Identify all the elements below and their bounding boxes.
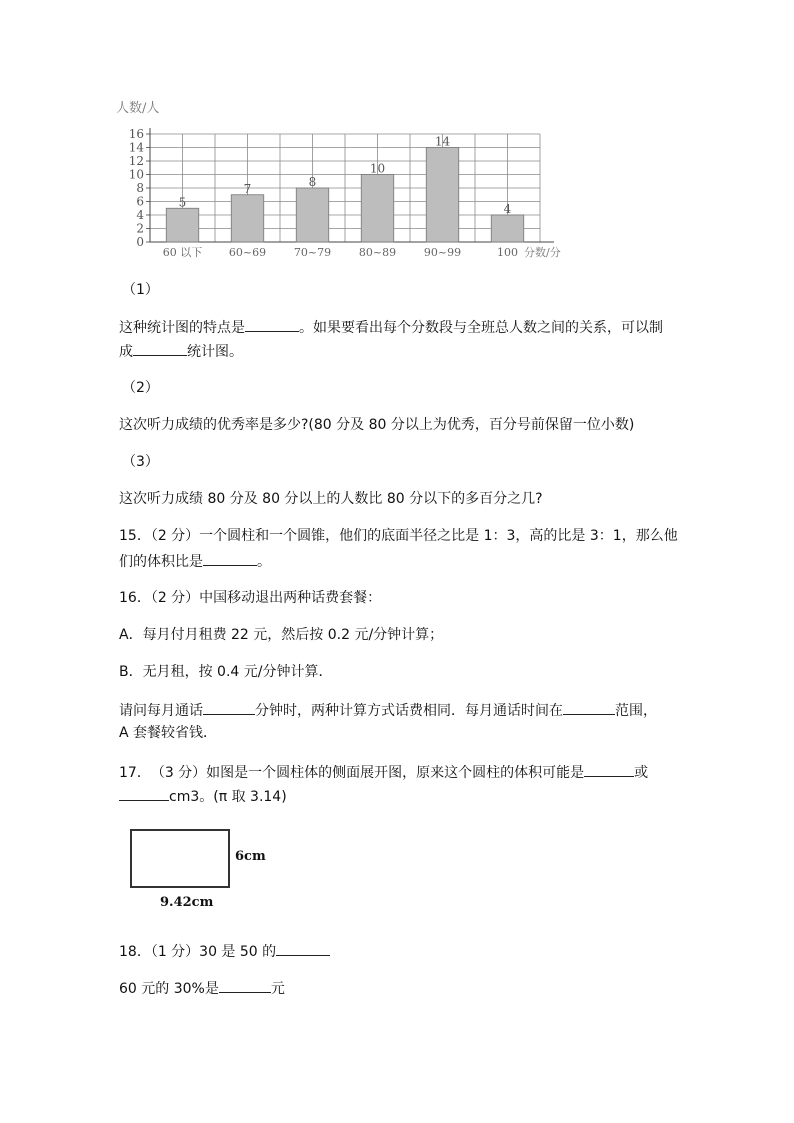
q16-line1: 16．（2 分）中国移动退出两种话费套餐： <box>119 590 382 606</box>
q16-text-c: 范围， <box>615 703 657 719</box>
y-tick-label: 14 <box>128 140 144 155</box>
q14-sub2-label: （2） <box>122 380 159 396</box>
chart-grid <box>150 134 540 242</box>
q18-text-c: 元 <box>270 981 285 997</box>
q14-sub1-text-a: 这种统计图的特点是 <box>119 320 245 336</box>
q14-sub1-line2 <box>119 341 243 361</box>
y-tick-label: 12 <box>128 154 144 168</box>
q15-text-a: 们的体积比是 <box>119 554 203 570</box>
bar-value-label: 8 <box>308 175 317 189</box>
q14-sub1-text-b: 。如果要看出每个分数段与全班总人数之间的关系，可以制 <box>299 320 663 336</box>
q14-sub1-text-d: 统计图。 <box>187 344 243 360</box>
answer-blank[interactable] <box>219 978 271 993</box>
x-tick-label: 60~69 <box>228 246 267 259</box>
q16-option-a: A．每月付月租费 22 元，然后按 0.2 元/分钟计算； <box>119 627 444 643</box>
q14-sub3-label: （3） <box>122 454 159 470</box>
answer-blank[interactable] <box>245 317 299 332</box>
x-axis-title: 分数/分 <box>524 246 561 259</box>
bar-6 <box>491 215 524 242</box>
q14-sub2-text: 这次听力成绩的优秀率是多少?(80 分及 80 分以上为优秀，百分号前保留一位小数) <box>119 417 635 433</box>
score-bar-chart <box>112 90 582 262</box>
x-tick-label: 80~89 <box>358 246 397 259</box>
q17-line1 <box>119 762 648 782</box>
figure-height-label: 6cm <box>235 849 266 864</box>
q17-text-b: 或 <box>634 765 649 781</box>
y-tick-label: 8 <box>136 181 144 195</box>
y-tick-label: 10 <box>128 167 144 182</box>
answer-blank[interactable] <box>203 551 257 566</box>
bar-2 <box>231 195 264 242</box>
bar-value-label: 10 <box>369 161 386 176</box>
q14-sub1-label: （1） <box>122 282 159 298</box>
bar-3 <box>296 188 329 242</box>
y-tick-label: 2 <box>136 221 144 236</box>
q15-text-b: 。 <box>257 554 271 570</box>
q17-line2 <box>119 786 287 806</box>
answer-blank[interactable] <box>133 341 187 356</box>
answer-blank[interactable] <box>563 700 615 715</box>
q14-sub3-text: 这次听力成绩 80 分及 80 分以上的人数比 80 分以下的多百分之几? <box>119 491 543 507</box>
x-tick-label: 90~99 <box>423 246 462 259</box>
answer-blank[interactable] <box>584 762 634 777</box>
bar-value-label: 14 <box>434 134 451 149</box>
y-tick-label: 6 <box>136 194 144 209</box>
answer-blank[interactable] <box>276 941 330 956</box>
q16-text-a: 请问每月通话 <box>119 703 203 719</box>
cylinder-net-rectangle <box>130 829 230 888</box>
q16-option-b: B．无月租，按 0.4 元/分钟计算． <box>119 664 333 680</box>
answer-blank[interactable] <box>203 700 255 715</box>
q15-line2 <box>119 551 271 571</box>
figure-width-label: 9.42cm <box>160 895 214 910</box>
q18-text-b: 60 元的 30%是 <box>119 981 219 997</box>
q16-line4 <box>119 700 657 720</box>
x-tick-label: 70~79 <box>293 246 332 259</box>
bar-value-label: 4 <box>503 202 512 216</box>
q18-text-a: 18．（1 分）30 是 50 的 <box>119 944 277 960</box>
y-tick-label: 0 <box>136 235 144 249</box>
q16-line5: A 套餐较省钱． <box>119 725 218 741</box>
q17-text-a: 17． （3 分）如图是一个圆柱体的侧面展开图，原来这个圆柱的体积可能是 <box>119 765 585 781</box>
y-tick-label: 16 <box>128 127 144 141</box>
bar-value-label: 5 <box>178 195 187 210</box>
q14-sub1-text-c: 成 <box>119 344 133 360</box>
y-axis-title: 人数/人 <box>116 101 160 116</box>
x-tick-label: 100 <box>497 246 518 259</box>
bar-value-label: 7 <box>243 181 252 196</box>
q18-line2 <box>119 978 285 998</box>
bar-5 <box>426 148 459 243</box>
answer-blank[interactable] <box>119 786 169 801</box>
q18-line1 <box>119 941 330 961</box>
q16-text-b: 分钟时，两种计算方式话费相同．每月通话时间在 <box>255 703 563 719</box>
y-tick-label: 4 <box>136 208 144 222</box>
bar-1 <box>166 208 199 242</box>
bar-4 <box>361 175 394 243</box>
x-tick-label: 60 以下 <box>162 246 203 259</box>
q17-text-c: cm3。(π 取 3.14) <box>169 789 287 805</box>
q15-line1: 15．（2 分）一个圆柱和一个圆锥，他们的底面半径之比是 1：3，高的比是 3：1，那么他 <box>119 528 678 544</box>
q14-sub1-line1 <box>119 317 663 337</box>
